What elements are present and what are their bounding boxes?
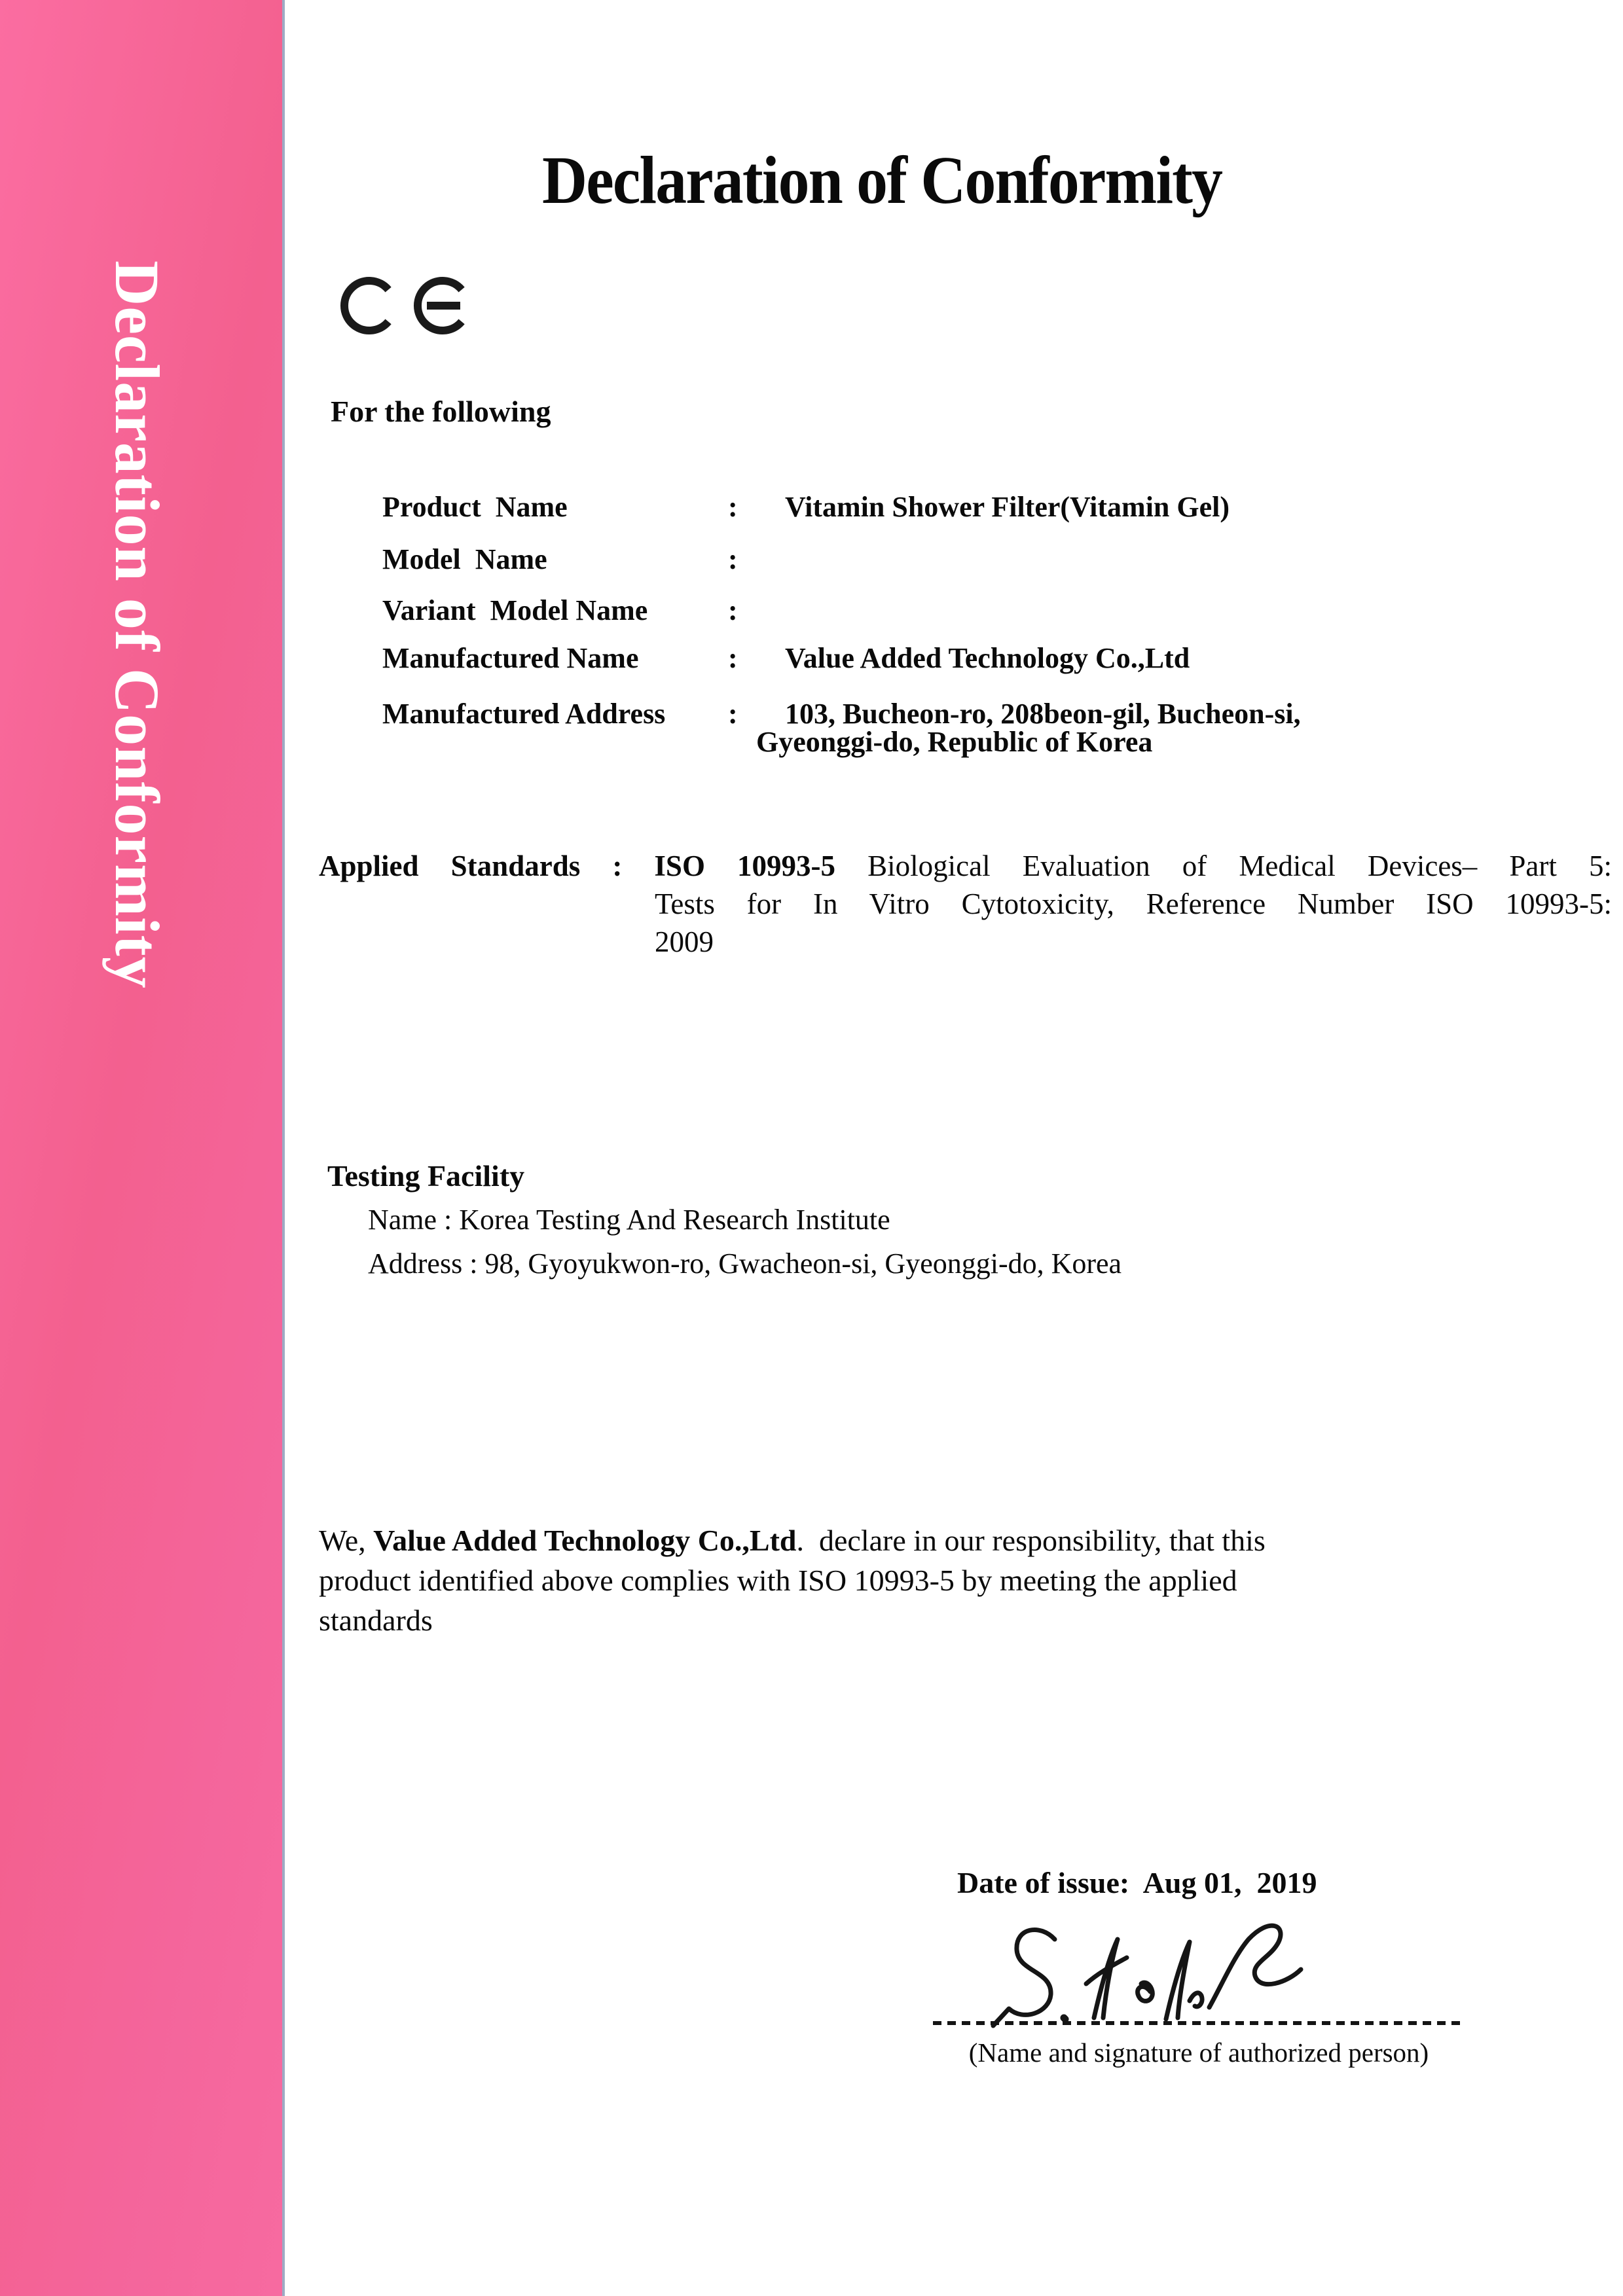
row-value: Value Added Technology Co.,Ltd	[785, 642, 1190, 674]
declaration-suffix: . declare in our responsibility, that this	[796, 1524, 1266, 1557]
row-colon: :	[728, 594, 738, 626]
signature-caption: (Name and signature of authorized person)	[968, 2037, 1429, 2068]
signature-icon	[979, 1921, 1332, 2029]
testing-facility-heading: Testing Facility	[327, 1159, 525, 1193]
sidebar	[0, 0, 285, 2296]
row-label: Model Name	[382, 543, 547, 575]
applied-standards-line3: 2009	[655, 925, 714, 958]
declaration-line3: standards	[319, 1604, 433, 1637]
declaration-company: Value Added Technology Co.,Ltd	[373, 1524, 797, 1557]
applied-standards-line1	[319, 847, 1612, 885]
declaration-line2: product identified above complies with ISO 10993-5 by meeting the applied	[319, 1564, 1237, 1597]
row-value: 103, Bucheon-ro, 208beon-gil, Bucheon-si,	[785, 698, 1301, 730]
applied-standards-label: Applied Standards : ISO 10993-5	[319, 850, 836, 882]
testing-facility-name: Name : Korea Testing And Research Institute	[368, 1204, 890, 1236]
row-colon: :	[728, 543, 738, 575]
for-the-following-heading: For the following	[331, 395, 551, 428]
sidebar-vertical-title: Declaration of Conformity	[102, 260, 172, 989]
declaration-line1	[319, 1523, 1266, 1558]
row-colon: :	[728, 642, 738, 674]
page-title: Declaration of Conformity	[542, 143, 1222, 218]
applied-standards-text: Biological Evaluation of Medical Devices– Part 5:	[835, 850, 1612, 882]
row-label: Manufactured Name	[382, 642, 639, 674]
testing-facility-address: Address : 98, Gyoyukwon-ro, Gwacheon-si, Gyeonggi-do, Korea	[368, 1247, 1122, 1280]
date-of-issue: Date of issue: Aug 01, 2019	[957, 1866, 1317, 1899]
manufactured-address-line2: Gyeonggi-do, Republic of Korea	[756, 726, 1153, 758]
ce-mark-icon	[339, 275, 471, 336]
applied-standards-line2: Tests for In Vitro Cytotoxicity, Reference Number ISO 10993-5:	[655, 888, 1612, 920]
row-label: Manufactured Address	[382, 698, 666, 730]
row-value: Vitamin Shower Filter(Vitamin Gel)	[785, 491, 1230, 523]
row-label: Product Name	[382, 491, 568, 523]
declaration-prefix: We,	[319, 1524, 374, 1557]
signature-line	[933, 2021, 1465, 2025]
row-colon: :	[728, 491, 738, 523]
row-colon: :	[728, 698, 738, 730]
row-label: Variant Model Name	[382, 594, 648, 626]
